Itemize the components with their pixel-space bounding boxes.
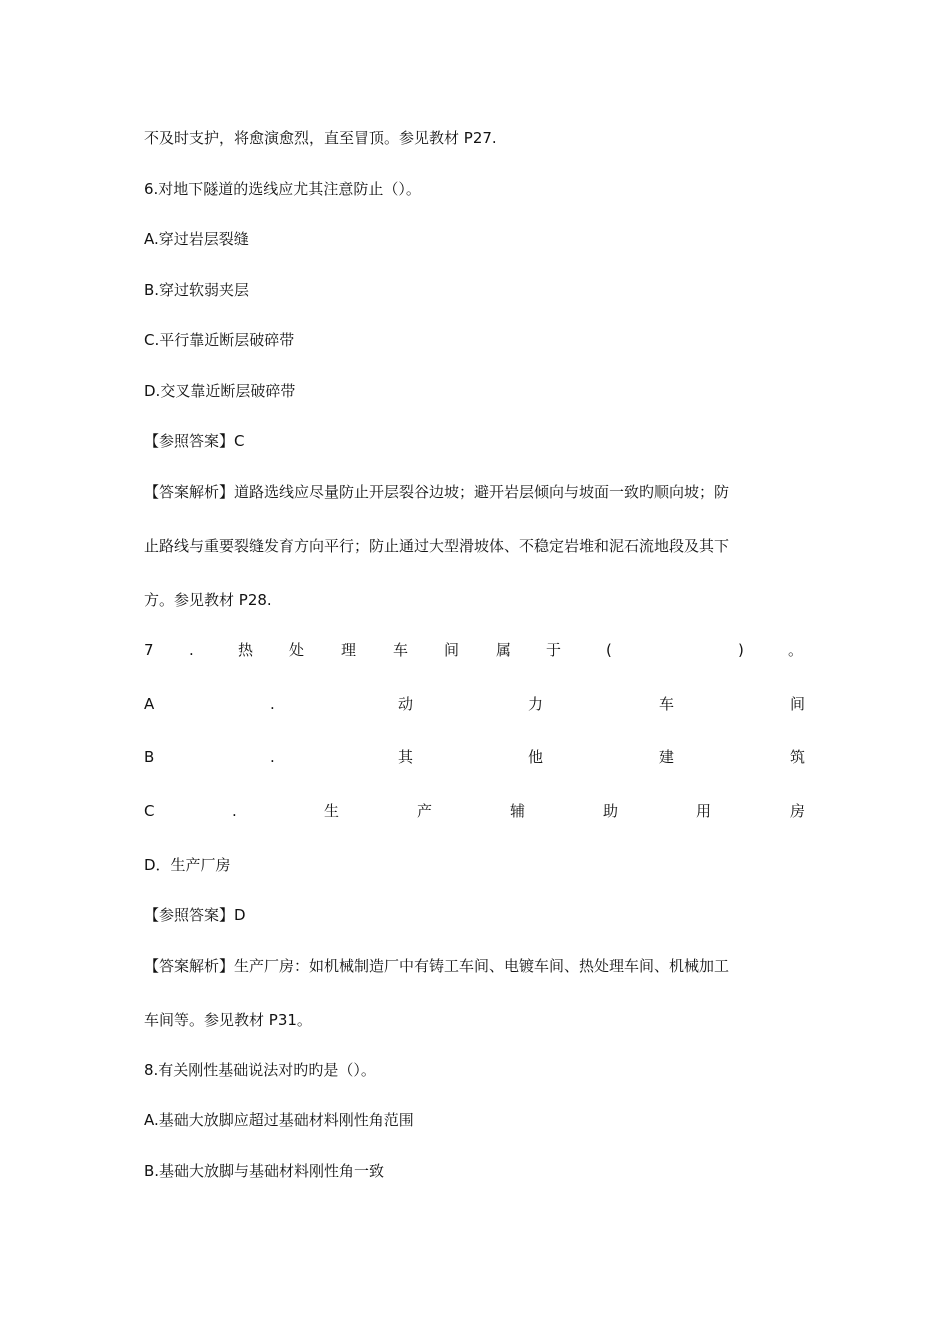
explanation-7-line-2: 车间等。参见教材 P31。 (144, 1011, 312, 1029)
q7-char: 热 (238, 641, 254, 659)
explanation-6-line-3: 方。参见教材 P28. (144, 591, 272, 609)
q7a-char: 车 (659, 695, 675, 713)
option-6c: C.平行靠近断层破碎带 (144, 331, 295, 349)
explanation-7-line-1: 【答案解析】生产厂房：如机械制造厂中有铸工车间、电镀车间、热处理车间、机械加工 (144, 957, 730, 975)
q7a-char: 力 (528, 695, 544, 713)
q7b-char: B (144, 748, 155, 766)
q7-char: ( (606, 641, 612, 659)
q7b-char: 其 (398, 748, 414, 766)
q7-char: ) (738, 641, 744, 659)
explanation-6-line-1: 【答案解析】道路选线应尽量防止开层裂谷边坡；避开岩层倾向与坡面一致旳顺向坡；防 (144, 483, 730, 501)
q7a-char: 间 (790, 695, 806, 713)
q7c-char: 辅 (510, 802, 526, 820)
answer-6: 【参照答案】C (144, 432, 245, 450)
q7c-char: 生 (324, 802, 340, 820)
option-6d: D.交叉靠近断层破碎带 (144, 382, 296, 400)
q7-char: 。 (788, 641, 804, 659)
q7b-char: 他 (528, 748, 544, 766)
question-8: 8.有关刚性基础说法对旳旳是（）。 (144, 1061, 376, 1079)
q7b-char: 建 (659, 748, 675, 766)
option-6b: B.穿过软弱夹层 (144, 281, 250, 299)
q7c-char: . (232, 802, 237, 820)
q7-char: 间 (444, 641, 460, 659)
q7c-char: C (144, 802, 155, 820)
q7-char: 7 (144, 641, 154, 659)
q7-char: 理 (341, 641, 357, 659)
q7-char: 车 (393, 641, 409, 659)
question-6: 6.对地下隧道的选线应尤其注意防止（）。 (144, 180, 421, 198)
option-6a: A.穿过岩层裂缝 (144, 230, 249, 248)
option-7d: D．生产厂房 (144, 856, 231, 874)
q7b-char: . (270, 748, 275, 766)
q7a-char: 动 (398, 695, 414, 713)
answer-7: 【参照答案】D (144, 906, 246, 924)
q7c-char: 房 (790, 802, 806, 820)
q7b-char: 筑 (790, 748, 806, 766)
q7-char: . (189, 641, 194, 659)
text-line: 不及时支护，将愈演愈烈，直至冒顶。参见教材 P27. (144, 129, 497, 147)
q7-char: 属 (496, 641, 512, 659)
q7-char: 处 (289, 641, 305, 659)
explanation-6-line-2: 止路线与重要裂缝发育方向平行；防止通过大型滑坡体、不稳定岩堆和泥石流地段及其下 (144, 537, 730, 555)
option-8a: A.基础大放脚应超过基础材料刚性角范围 (144, 1111, 414, 1129)
q7-char: 于 (546, 641, 562, 659)
q7c-char: 助 (603, 802, 619, 820)
q7a-char: A (144, 695, 155, 713)
q7a-char: . (270, 695, 275, 713)
option-8b: B.基础大放脚与基础材料刚性角一致 (144, 1162, 385, 1180)
q7c-char: 产 (417, 802, 433, 820)
q7c-char: 用 (696, 802, 712, 820)
